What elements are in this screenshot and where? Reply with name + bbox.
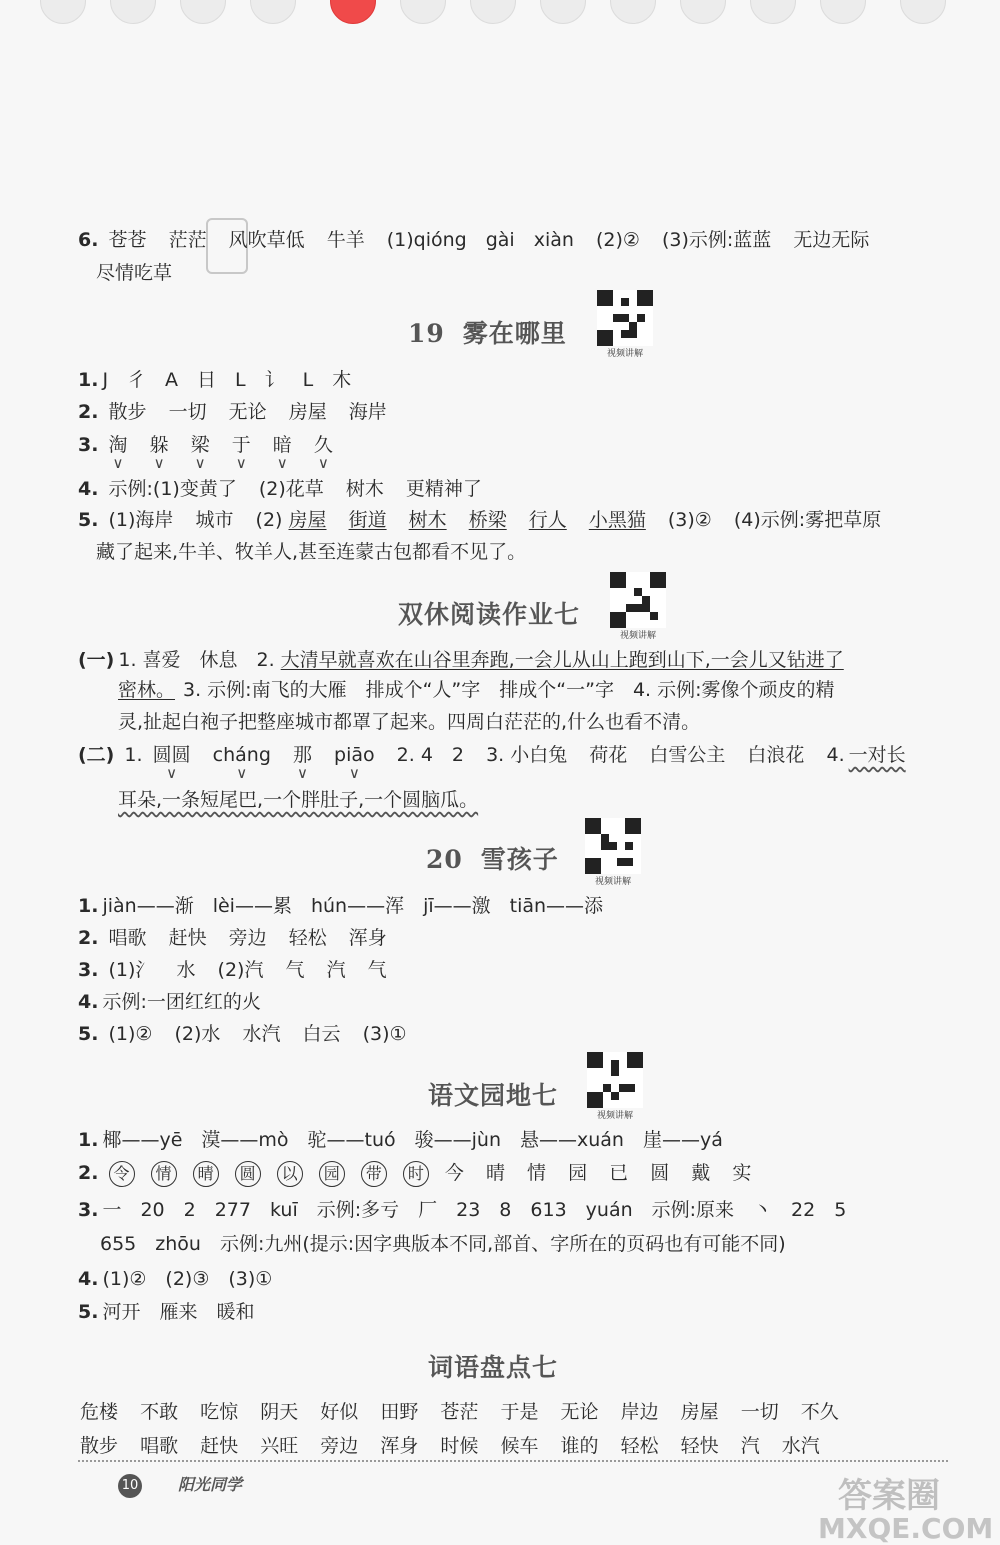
qr-code[interactable]: 视频讲解 — [610, 572, 666, 641]
top-tab — [610, 0, 656, 24]
words7-heading: 词语盘点七 — [428, 1353, 559, 1382]
lesson19-q4: 4. 示例:(1)变黄了 (2)花草 树木 更精神了 — [78, 478, 482, 500]
lesson20-q3: 3. (1)氵 水 (2)汽 气 汽 气 — [78, 959, 387, 981]
top-tab — [40, 0, 86, 24]
words7-row2: 散步 唱歌 赶快 兴旺 旁边 浑身 时候 候车 谁的 轻松 轻快 汽 水汽 — [80, 1435, 820, 1457]
reading7-part1-line2: 密林。 3. 示例:南飞的大雁 排成个“人”字 排成个“一”字 4. 示例:雾像个顽皮的精 — [118, 679, 835, 701]
lesson20-heading: 20 雪孩子 — [426, 845, 559, 874]
prev-q6-line1: 6. 苍苍 茫茫 风吹草低 牛羊 (1)qióng gài xiàn (2)② (3)示例:蓝蓝 无边无际 — [78, 229, 870, 251]
lesson20-q5: 5. (1)② (2)水 水汽 白云 (3)① — [78, 1023, 407, 1045]
page-number: 10 — [118, 1474, 142, 1498]
top-tab — [540, 0, 586, 24]
lesson19-q5: 5. (1)海岸 城市 (2) 房屋 街道 树木 桥梁 行人 小黑猫 (3)② (4)示例:雾把草原 — [78, 509, 882, 531]
lesson20-q2: 2. 唱歌 赶快 旁边 轻松 浑身 — [78, 927, 387, 949]
prev-q6-line2: 尽情吃草 — [96, 262, 173, 284]
garden7-q4: 4. (1)② (2)③ (3)① — [78, 1268, 273, 1290]
reading7-part1-line3: 灵,扯起白袍子把整座城市都罩了起来。四周白茫茫的,什么也看不清。 — [118, 711, 701, 733]
lesson20-q4: 4. 示例:一团红红的火 — [78, 991, 261, 1013]
lesson19-q3: 3. 淘 ∨ 躲 ∨ 梁 ∨ 于 ∨ 暗 ∨ 久 ∨ — [78, 433, 349, 457]
garden7-q5: 5. 河开 雁来 暖和 — [78, 1301, 255, 1323]
garden7-q3-cont: 655 zhōu 示例:九州(提示:因字典版本不同,部首、字所在的页码也有可能不同) — [100, 1233, 786, 1255]
garden7-q3: 3. 一 20 2 277 kuī 示例:多亏 厂 23 8 613 yuán 示例:原来 丶 22 5 — [78, 1199, 847, 1221]
top-tab — [750, 0, 796, 24]
lesson19-q1: 1. J 彳 A 日 L 讠 L 木 — [78, 369, 352, 391]
page-footer — [78, 1460, 994, 1545]
top-tab — [900, 0, 946, 24]
lesson20-q1: 1. jiàn——渐 lèi——累 hún——浑 jī——激 tiān——添 — [78, 895, 604, 917]
watermark: 答案圈 — [838, 1476, 940, 1516]
top-tab — [820, 0, 866, 24]
reading7-heading: 双休阅读作业七 — [398, 600, 581, 629]
lesson19-q2: 2. 散步 一切 无论 房屋 海岸 — [78, 401, 387, 423]
top-tab — [180, 0, 226, 24]
top-tab — [470, 0, 516, 24]
words7-row1: 危楼 不敢 吃惊 阴天 好似 田野 苍茫 于是 无论 岸边 房屋 一切 不久 — [80, 1401, 839, 1423]
qr-icon — [597, 290, 653, 346]
reading7-part1-line1: (一) 1. 喜爱 休息 2. 大清早就喜欢在山谷里奔跑,一会儿从山上跑到山下,一会儿又钻进了 — [78, 649, 844, 671]
garden7-q2: 2. 令 情 晴 圆 以 园 带 时 今 晴 情 园 已 圆 戴 实 — [78, 1161, 767, 1187]
lesson19-heading: 19 雾在哪里 — [408, 319, 567, 348]
top-tab — [680, 0, 726, 24]
qr-code[interactable]: 视频讲解 — [587, 1052, 643, 1121]
qr-code[interactable]: 视频讲解 — [585, 818, 641, 887]
qr-icon — [587, 1052, 643, 1108]
watermark-url: MXQE.COM — [818, 1512, 994, 1545]
qr-icon — [585, 818, 641, 874]
top-tab — [250, 0, 296, 24]
top-tab — [400, 0, 446, 24]
reading7-part2-line1: (二) 1. 圆圆 ∨ cháng ∨ 那 ∨ piāo ∨ 2. 4 2 3. 小白兔 荷花 白雪公主 白浪花 4. 一对长 — [78, 743, 906, 767]
top-tab — [110, 0, 156, 24]
garden7-heading: 语文园地七 — [428, 1081, 559, 1110]
garden7-q1: 1. 椰——yē 漠——mò 驼——tuó 骏——jùn 悬——xuán 崖——yá — [78, 1129, 723, 1151]
reading7-part2-line2: 耳朵,一条短尾巴,一个胖肚子,一个圆脑瓜。 — [118, 789, 479, 811]
top-strip — [0, 0, 1000, 24]
top-tab-active — [330, 0, 376, 24]
qr-icon — [610, 572, 666, 628]
lesson19-q5-cont: 藏了起来,牛羊、牧羊人,甚至连蒙古包都看不见了。 — [96, 541, 527, 563]
brand-logo: 阳光同学 — [178, 1475, 243, 1494]
qr-code[interactable]: 视频讲解 — [597, 290, 653, 359]
